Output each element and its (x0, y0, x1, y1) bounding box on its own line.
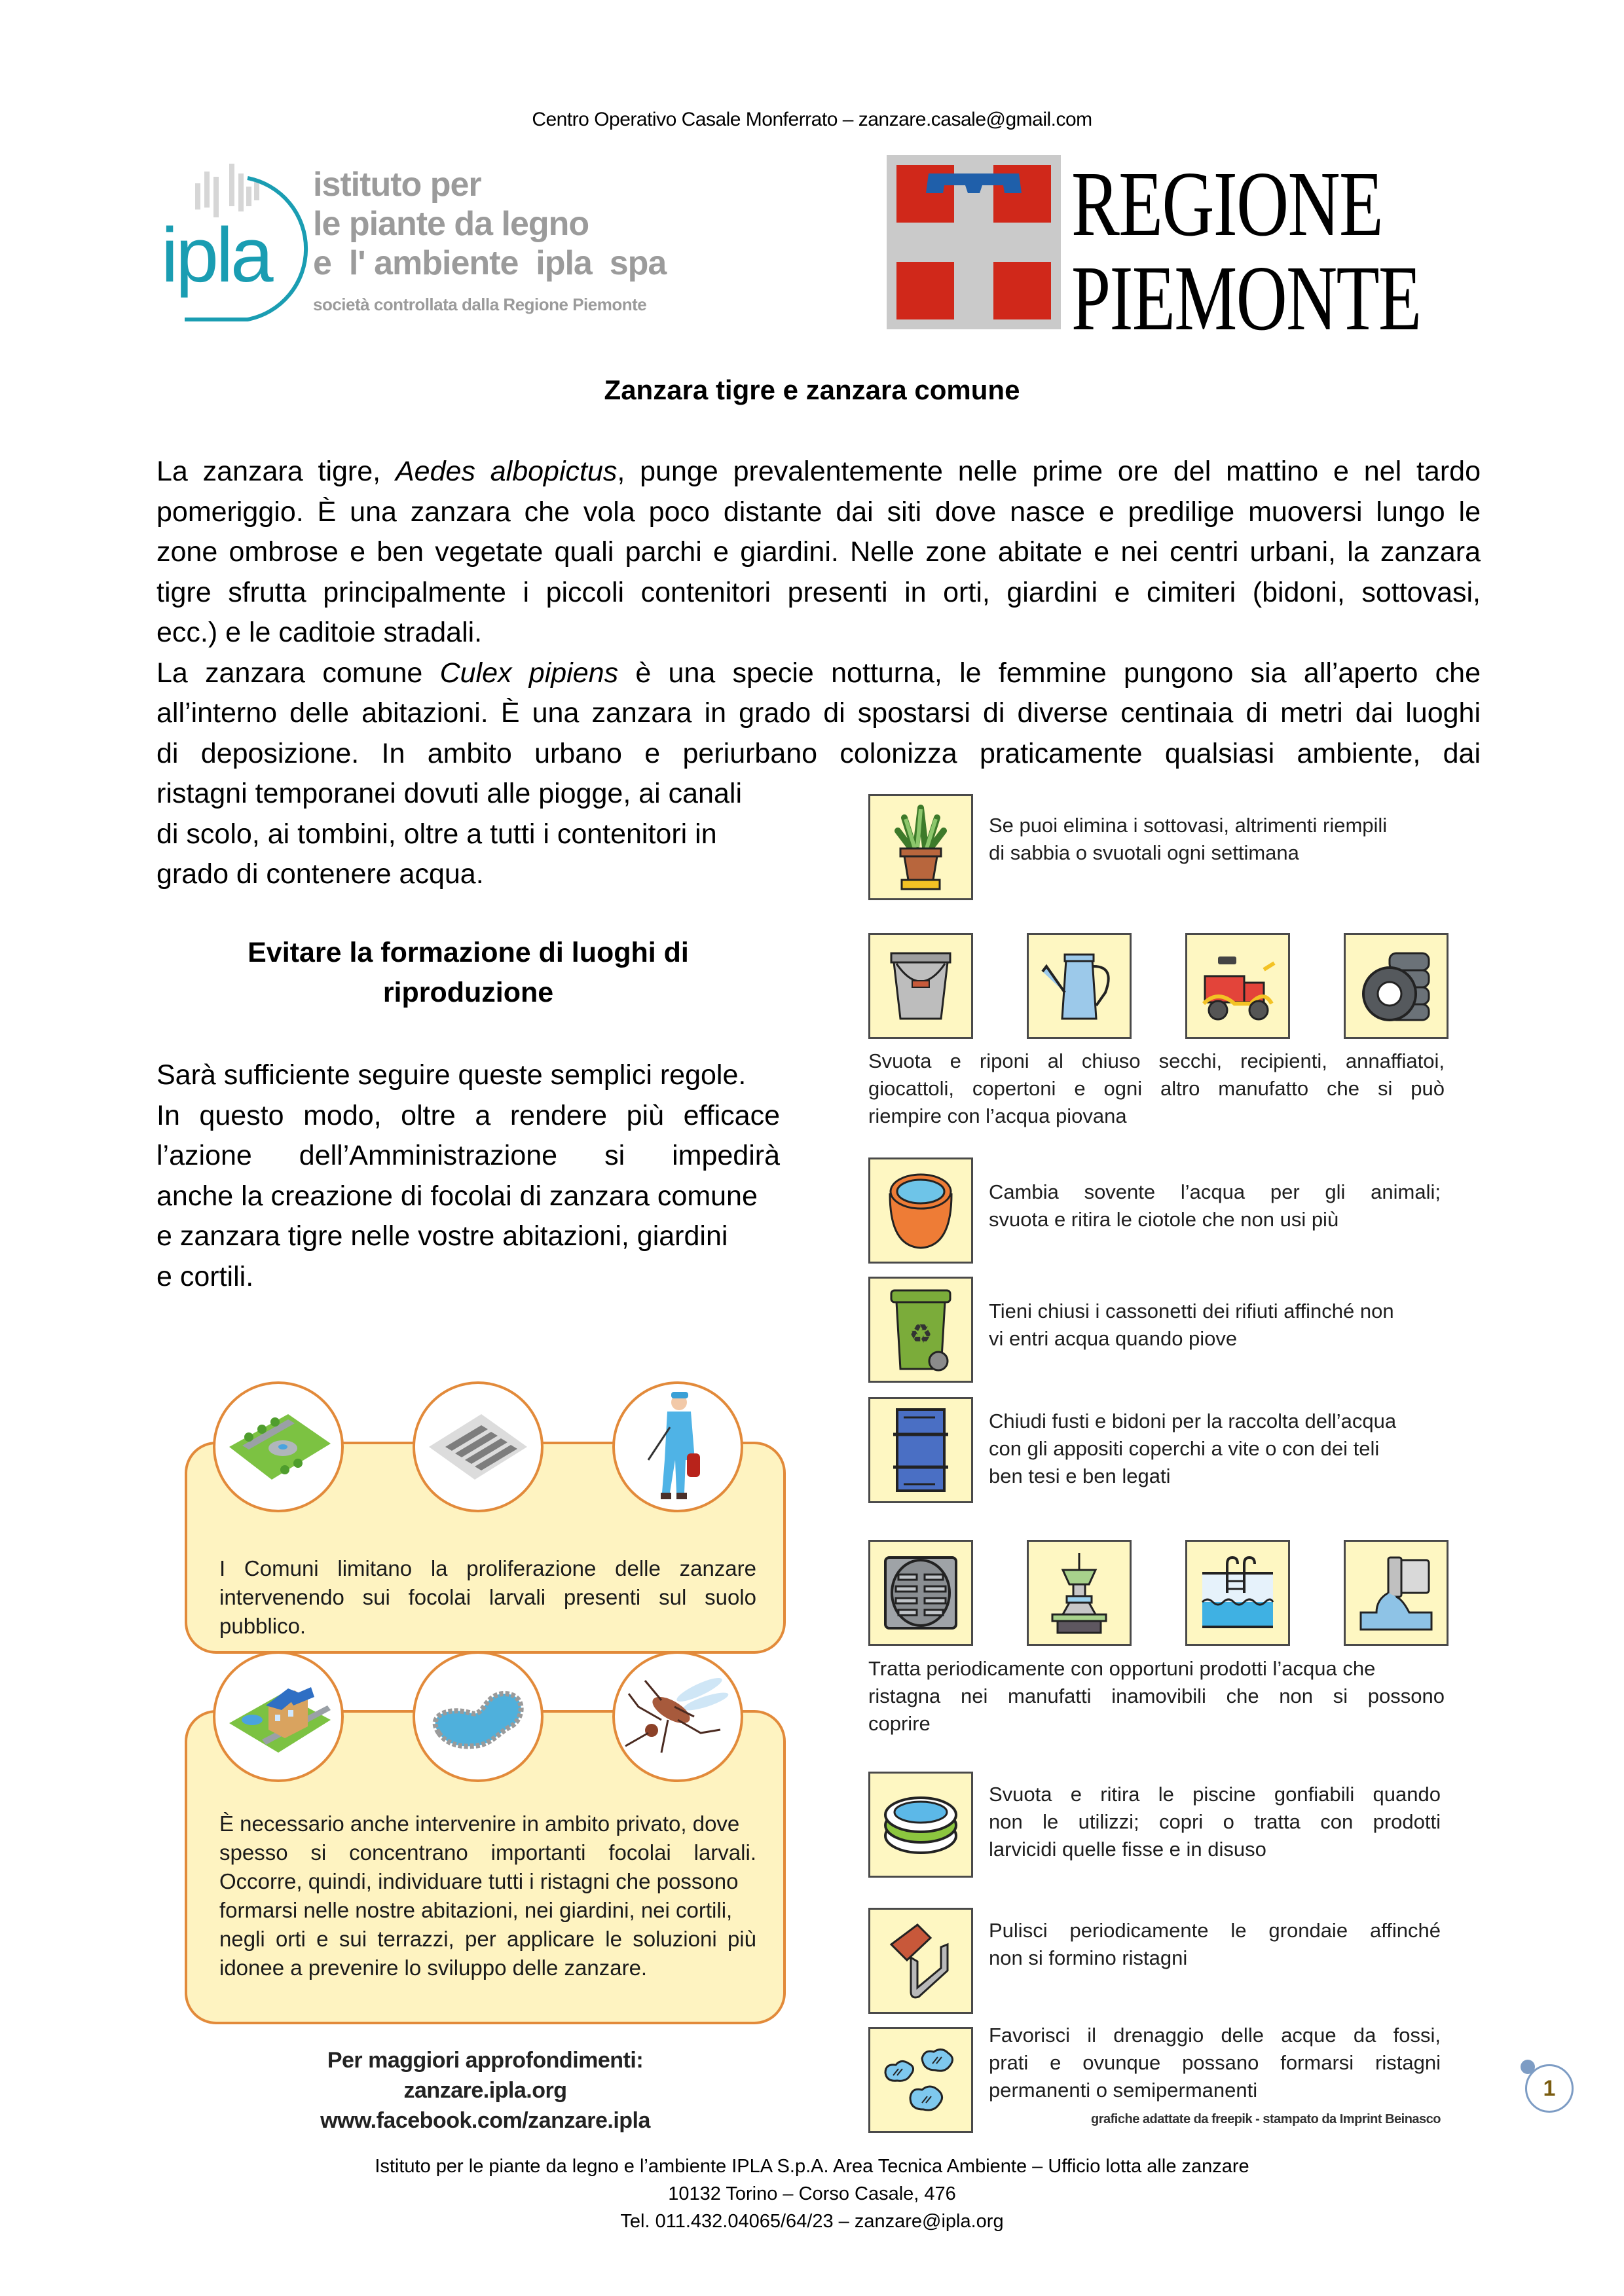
regione-flag-icon (887, 155, 1061, 329)
ipla-subtitle: società controllata dalla Regione Piemonte (313, 295, 647, 314)
intro-text: ecc.) e le caditoie stradali. (157, 617, 483, 648)
intro-text: all’interno delle abitazioni. È una zanzara in grado di spostarsi di diverse centinaia di metri dai luoghi (157, 697, 1481, 729)
fountain-icon (1027, 1540, 1132, 1646)
intro-line (157, 573, 1481, 613)
tip-line: permanenti o semipermanenti (989, 2079, 1258, 2102)
tip-line: Cambia sovente l’acqua per gli animali; (989, 1180, 1441, 1203)
tip-line: riempire con l’acqua piovana (868, 1104, 1127, 1127)
intro-paragraph (157, 452, 1481, 774)
gutter-icon (868, 1908, 973, 2014)
intro-text: La zanzara tigre, (157, 456, 396, 487)
text-line: idonee a prevenire lo sviluppo delle zanzare. (219, 1956, 648, 1980)
tip-text (989, 1408, 1441, 1490)
text-line: e cortili. (157, 1260, 254, 1292)
text-line: pubblico. (219, 1614, 306, 1638)
tip-text (989, 812, 1441, 867)
pool-ladder-icon (1185, 1540, 1290, 1646)
private-action-text (219, 1810, 756, 1982)
bucket-icon (868, 933, 973, 1039)
intro-text: zone ombrose e ben vegetate quali parchi e giardini. Nelle zone abitate e nei centri urbani, la zanzara (157, 536, 1481, 568)
section-heading-line: Evitare la formazione di luoghi di (248, 937, 689, 968)
intro-line (157, 693, 1481, 734)
section-heading-line: riproduzione (382, 977, 554, 1008)
ipla-name-line: e l' ambiente ipla spa (313, 244, 667, 282)
tip-line: Svuota e ritira le piscine gonfiabili quando (989, 1783, 1441, 1806)
pest-control-worker-icon (612, 1381, 743, 1512)
text-line: I Comuni limitano la proliferazione delle zanzare (219, 1556, 756, 1580)
page-title: Zanzara tigre e zanzara comune (604, 374, 1020, 405)
footer-line: Tel. 011.432.04065/64/23 – zanzare@ipla.org (620, 2211, 1004, 2232)
tip-line: non si formino ristagni (989, 1946, 1188, 1969)
toy-car-icon (1185, 933, 1290, 1039)
tip-line: Pulisci periodicamente le grondaie affinché (989, 1919, 1441, 1942)
intro-text: di deposizione. In ambito urbano e periurbano colonizza praticamente qualsiasi ambiente, dai (157, 737, 1481, 769)
tip-line: con gli appositi coperchi a vite o con dei teli (989, 1437, 1380, 1460)
public-action-text (219, 1554, 756, 1641)
more-info-label: Per maggiori approfondimenti: (327, 2048, 644, 2073)
svg-text:♻: ♻ (909, 1320, 932, 1349)
tip-line: Se puoi elimina i sottovasi, altrimenti riempili (989, 814, 1388, 837)
intro-text: pomeriggio. È una zanzara che vola poco distante dai siti dove nasce e predilige muoversi lungo le (157, 496, 1481, 528)
footer-line: 10132 Torino – Corso Casale, 476 (668, 2183, 956, 2204)
drain-grate-icon (868, 1540, 973, 1646)
drain-pipe-icon (1344, 1540, 1449, 1646)
watering-can-icon (1027, 933, 1132, 1039)
plant-pot-icon (868, 794, 973, 900)
intro-line (157, 613, 1481, 653)
more-info-facebook-link[interactable]: www.facebook.com/zanzare.ipla (320, 2108, 650, 2133)
text-line: formarsi nelle nostre abitazioni, nei giardini, nei cortili, (219, 1898, 733, 1922)
intro-text: La zanzara comune (157, 657, 440, 689)
tip-line: vi entri acqua quando piove (989, 1327, 1238, 1350)
mosquito-icon (612, 1651, 743, 1782)
more-info-site-link[interactable]: zanzare.ipla.org (403, 2078, 567, 2103)
tip-line: ristagna nei manufatti inamovibili che non si possono (868, 1685, 1445, 1707)
tip-line: non le utilizzi; copri o tratta con prodotti (989, 1810, 1441, 1833)
text-line: l’azione dell’Amministrazione si impedirà (157, 1140, 780, 1171)
text-line: È necessario anche intervenire in ambito privato, dove (219, 1812, 740, 1836)
barrel-icon (868, 1397, 973, 1503)
species-name: Culex pipiens (439, 657, 619, 689)
regione-text-line2: PIEMONTE (1071, 246, 1421, 350)
tip-line: coprire (868, 1712, 931, 1735)
intro-text: , punge prevalentemente nelle prime ore del mattino e nel tardo (617, 456, 1481, 487)
tip-line: Tieni chiusi i cassonetti dei rifiuti affinché non (989, 1300, 1394, 1322)
ipla-mark-icon (161, 157, 312, 327)
tip-line: Favorisci il drenaggio delle acque da fossi, (989, 2024, 1441, 2047)
text-line: spesso si concentrano importanti focolai larvali. (219, 1840, 756, 1865)
tip-text (989, 1298, 1441, 1353)
intro-line (157, 452, 1481, 492)
park-icon (213, 1381, 344, 1512)
tip-line: Chiudi fusti e bidoni per la raccolta dell’acqua (989, 1410, 1397, 1432)
tip-line: prati e ovunque possano formarsi ristagni (989, 2051, 1441, 2074)
street-drain-icon (413, 1381, 544, 1512)
tip-line: larvicidi quelle fisse e in disuso (989, 1838, 1266, 1861)
tip-line: svuota e ritira le ciotole che non usi più (989, 1208, 1339, 1231)
text-line: e zanzara tigre nelle vostre abitazioni, giardini (157, 1220, 728, 1252)
text-line: ristagni temporanei dovuti alle piogge, ai canali (157, 778, 742, 809)
intro-narrow-paragraph (157, 774, 780, 895)
tip-text (868, 1048, 1445, 1130)
recycle-bin-icon (868, 1277, 973, 1383)
ipla-name-line: istituto per (313, 166, 481, 204)
svg-text:ipla: ipla (161, 212, 271, 299)
regione-text-line1: REGIONE (1071, 152, 1383, 255)
pet-bowl-icon (868, 1157, 973, 1264)
text-line: Occorre, quindi, individuare tutti i ristagni che possono (219, 1869, 739, 1893)
tip-text (989, 1178, 1441, 1233)
intro-text: è una specie notturna, le femmine pungono sia all’aperto che (618, 657, 1481, 689)
text-line: Sarà sufficiente seguire queste semplici regole. (157, 1059, 747, 1091)
tip-line: giocattoli, copertoni e ogni altro manufatto che si può (868, 1077, 1445, 1100)
text-line: anche la creazione di focolai di zanzara comune (157, 1180, 758, 1212)
intro-line (157, 734, 1481, 774)
intro-line (157, 653, 1481, 694)
tip-text (989, 1781, 1441, 1863)
tip-text (989, 1917, 1441, 1972)
page-badge-dot-icon (1521, 2060, 1535, 2074)
graphics-credit: grafiche adattate da freepik - stampato da Imprint Beinasco (1091, 2112, 1441, 2126)
species-name: Aedes albopictus (395, 456, 618, 487)
tip-line: Tratta periodicamente con opportuni prodotti l’acqua che (868, 1657, 1376, 1680)
text-line: grado di contenere acqua. (157, 858, 484, 890)
tip-line: di sabbia o svuotali ogni settimana (989, 841, 1299, 864)
inflatable-pool-icon (868, 1772, 973, 1878)
ipla-name (313, 165, 666, 283)
tip-line: Svuota e riponi al chiuso secchi, recipienti, annaffiatoi, (868, 1049, 1445, 1072)
footer-line: Istituto per le piante da legno e l’ambiente IPLA S.p.A. Area Tecnica Ambiente – Ufficio lotta alle zanzare (375, 2156, 1249, 2177)
section-body (157, 1055, 780, 1297)
tip-line: ben tesi e ben legati (989, 1465, 1171, 1487)
text-line: In questo modo, oltre a rendere più efficace (157, 1099, 780, 1131)
pond-icon (413, 1651, 544, 1782)
intro-line (157, 532, 1481, 573)
section-heading (157, 933, 780, 1013)
tyres-icon (1344, 933, 1449, 1039)
page-number: 1 (1525, 2064, 1574, 2113)
text-line: negli orti e sui terrazzi, per applicare le soluzioni più (219, 1927, 756, 1951)
house-icon (213, 1651, 344, 1782)
intro-text: tigre sfrutta principalmente i piccoli contenitori presenti in orti, giardini e cimiteri (bidoni, sottovasi, (157, 576, 1481, 608)
ipla-name-line: le piante da legno (313, 205, 589, 243)
text-line: intervenendo sui focolai larvali presenti sul suolo (219, 1585, 756, 1609)
puddles-icon (868, 2027, 973, 2133)
tip-text (989, 2022, 1441, 2104)
text-line: di scolo, ai tombini, oltre a tutti i contenitori in (157, 818, 717, 850)
intro-line (157, 492, 1481, 533)
header-contact: Centro Operativo Casale Monferrato – zanzare.casale@gmail.com (532, 109, 1092, 130)
tip-text (868, 1655, 1445, 1738)
more-info (185, 2045, 786, 2136)
